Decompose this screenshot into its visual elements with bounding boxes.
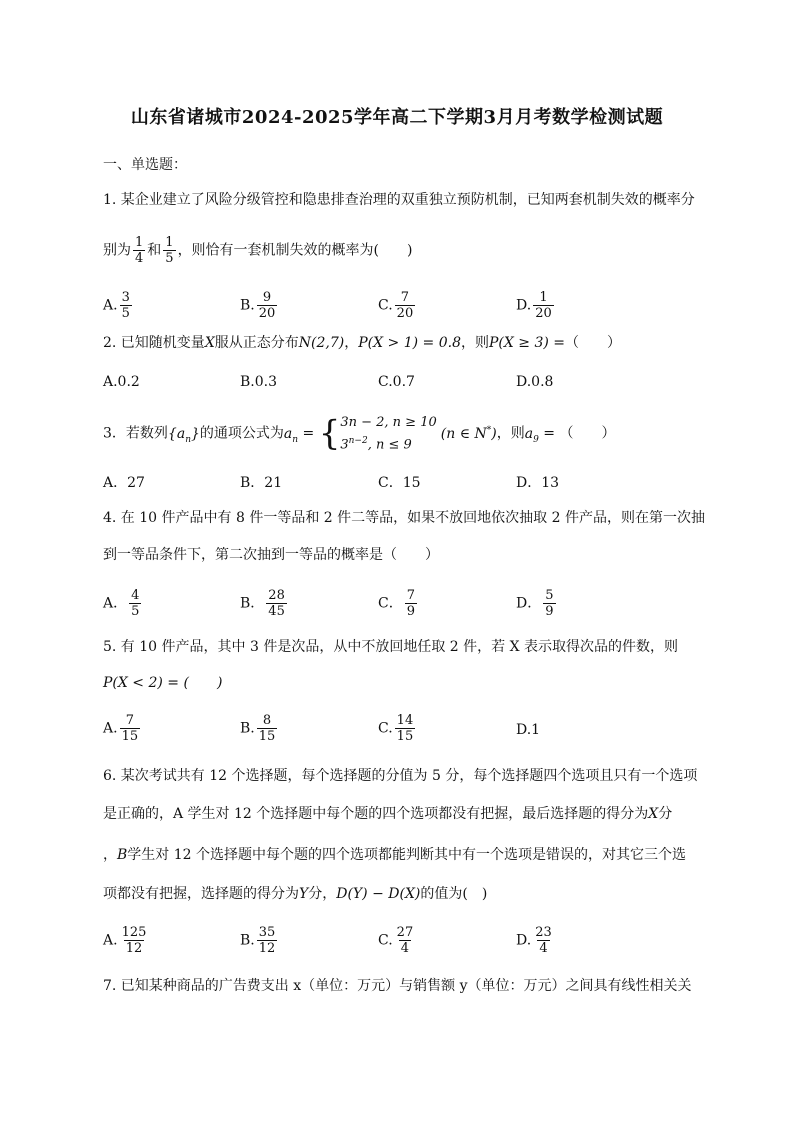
q2-text: 2. 已知随机变量 — [103, 335, 205, 351]
option-label: A. — [103, 720, 118, 737]
numerator: 1 — [135, 235, 144, 250]
option-fraction — [543, 588, 555, 619]
variable-y: Y — [299, 886, 309, 902]
q4-option-b — [240, 588, 289, 619]
subscript: n — [185, 434, 191, 445]
q2-text: 服从正态分布 — [214, 335, 299, 351]
question-6-line-2 — [103, 804, 672, 824]
case-row-1: 3n − 2, n ≥ 10 — [340, 414, 437, 430]
subscript: 9 — [533, 434, 539, 445]
numerator: 23 — [535, 925, 552, 940]
denominator: 15 — [396, 729, 414, 744]
option-fraction — [257, 713, 278, 744]
q1-option-a — [103, 290, 134, 321]
section-heading: 一、单选题： — [103, 157, 187, 173]
option-fraction — [405, 588, 417, 619]
general-term — [283, 425, 299, 445]
denominator: 5 — [131, 604, 140, 619]
q1-text-pre: 别为 — [103, 242, 131, 259]
option-fraction — [266, 588, 287, 619]
denominator: 45 — [268, 604, 285, 619]
option-label: C. — [378, 297, 393, 314]
denominator: 5 — [121, 306, 130, 321]
ninth-term — [524, 425, 539, 445]
option-fraction — [395, 713, 416, 744]
numerator: 4 — [131, 588, 140, 603]
subscript: n — [292, 434, 299, 445]
case-row-2 — [340, 432, 436, 454]
option-fraction — [395, 290, 416, 321]
q3-text: ，则 — [496, 425, 525, 442]
denominator: 20 — [535, 306, 552, 321]
q6-text: 学生对 12 个选择题中每个题的四个选项都能判断其中有一个选项是错误的，对其它三个选 — [127, 847, 687, 863]
q5-option-d: D.1 — [516, 722, 541, 738]
question-5-line-1: 5. 有 10 件产品，其中 3 件是次品，从中不放回地任取 2 件，若 X 表示取得次品的件数，则 — [103, 639, 679, 655]
numerator: 1 — [165, 235, 174, 250]
option-label: A. — [103, 932, 118, 949]
fraction-1-4 — [133, 235, 145, 266]
q3-text: 3．若数列 — [103, 425, 168, 442]
q1-text-mid: 和 — [147, 242, 162, 259]
numerator: 5 — [545, 588, 554, 603]
option-fraction — [257, 925, 278, 956]
q1-option-c — [378, 290, 417, 321]
numerator: 27 — [396, 925, 414, 940]
denominator: 4 — [539, 941, 548, 956]
q5-option-a — [103, 713, 142, 744]
sequence-close: } — [190, 425, 200, 442]
numerator: 125 — [121, 925, 147, 940]
option-label: B. — [240, 932, 255, 949]
q4-option-c — [378, 588, 419, 619]
q6-text: 的值为( ) — [420, 886, 488, 902]
q2-text: ，则 — [460, 335, 489, 351]
question-7-line-1: 7. 已知某种商品的广告费支出 x（单位：万元）与销售额 y（单位：万元）之间具有线性相关关 — [103, 978, 692, 994]
base: 3 — [340, 436, 349, 452]
exponent: n−2 — [348, 435, 368, 446]
variable-x: X — [204, 335, 215, 351]
question-6-line-1: 6. 某次考试共有 12 个选择题，每个选择题的分值为 5 分，每个选择题四个选项且只有一个选项 — [103, 768, 698, 784]
q6-text: 项都没有把握，选择题的得分为 — [103, 886, 299, 902]
q4-option-a — [103, 588, 143, 619]
superscript: * — [486, 425, 492, 435]
option-label: A． — [103, 595, 128, 612]
q6-text: 分， — [308, 886, 337, 902]
numerator: 7 — [406, 588, 415, 603]
option-label: B. — [240, 297, 255, 314]
variable-x: X — [648, 806, 659, 822]
q6-option-d — [516, 925, 556, 956]
answer-bracket: （ ） — [565, 335, 622, 351]
condition: , n ≤ 9 — [367, 436, 412, 452]
denominator: 20 — [396, 306, 414, 321]
denominator: 12 — [125, 941, 143, 956]
option-label: B. — [240, 720, 255, 737]
option-label: D. — [516, 297, 532, 314]
piecewise-cases — [340, 414, 436, 454]
denominator: 20 — [258, 306, 276, 321]
probability-expression: P(X > 1) = 0.8 — [358, 335, 461, 351]
q5-option-b — [240, 713, 279, 744]
option-label: B． — [240, 595, 265, 612]
equals-sign: = — [298, 425, 319, 442]
left-brace: { — [318, 413, 341, 454]
numerator: 8 — [262, 713, 272, 728]
option-fraction — [120, 290, 132, 321]
page-title: 山东省诸城市2024-2025学年高二下学期3月月考数学检测试题 — [130, 107, 664, 128]
q2-text: ， — [344, 335, 359, 351]
q3-option-c: C．15 — [378, 475, 421, 491]
option-fraction — [120, 925, 149, 956]
sequence-open: {a — [167, 425, 186, 442]
denominator: 5 — [165, 251, 174, 266]
denominator: 12 — [258, 941, 276, 956]
probability-expression: P(X ≥ 3) = — [488, 335, 566, 351]
denominator: 15 — [121, 729, 139, 744]
term-symbol: a — [283, 425, 293, 442]
option-fraction — [533, 290, 554, 321]
q3-option-d: D．13 — [516, 475, 560, 491]
q1-option-b — [240, 290, 279, 321]
question-1-line-2 — [103, 235, 413, 266]
numerator: 14 — [396, 713, 414, 728]
q1-text-post: ，则恰有一套机制失效的概率为( ) — [177, 242, 413, 259]
term-symbol: a — [524, 425, 534, 442]
option-fraction — [120, 713, 141, 744]
option-fraction — [129, 588, 141, 619]
question-4-line-2: 到一等品条件下，第二次抽到一等品的概率是（ ） — [103, 547, 439, 563]
numerator: 3 — [121, 290, 130, 305]
fraction-1-5 — [163, 235, 175, 266]
student-b: B — [117, 847, 128, 863]
q6-text: 是正确的，A 学生对 12 个选择题中每个题的四个选项都没有把握，最后选择题的得分为 — [103, 806, 649, 822]
answer-bracket: = （ ） — [538, 425, 616, 442]
numerator: 7 — [125, 713, 134, 728]
q2-option-c: C.0.7 — [378, 374, 415, 390]
option-fraction — [395, 925, 416, 956]
q3-option-b: B．21 — [240, 475, 283, 491]
numerator: 1 — [539, 290, 548, 305]
option-label: C. — [378, 720, 393, 737]
denominator: 9 — [406, 604, 415, 619]
numerator: 7 — [400, 290, 410, 305]
question-2 — [103, 333, 621, 353]
question-1-line-1: 1. 某企业建立了风险分级管控和隐患排查治理的双重独立预防机制，已知两套机制失效的概率分 — [103, 192, 695, 208]
denominator: 15 — [258, 729, 276, 744]
option-label: C. — [378, 932, 393, 949]
condition-close: ) — [491, 425, 497, 442]
q6-option-c — [378, 925, 417, 956]
variance-expression: D(Y) − D(X) — [336, 886, 421, 902]
q2-option-b: B.0.3 — [240, 374, 278, 390]
denominator: 9 — [545, 604, 554, 619]
q6-text: 分 — [658, 806, 673, 822]
q4-option-d — [516, 588, 558, 619]
denominator: 4 — [400, 941, 410, 956]
q6-option-b — [240, 925, 279, 956]
q6-option-a — [103, 925, 150, 956]
option-label: A. — [103, 297, 118, 314]
question-5-line-2: P(X < 2) = ( ) — [103, 675, 223, 691]
normal-distribution: N(2,7) — [298, 335, 345, 351]
option-label: D． — [516, 595, 542, 612]
q2-option-d: D.0.8 — [516, 374, 554, 390]
q6-text: ， — [103, 847, 117, 863]
option-fraction — [257, 290, 278, 321]
option-label: D. — [516, 932, 532, 949]
numerator: 35 — [258, 925, 276, 940]
question-6-line-3 — [103, 845, 686, 865]
question-3 — [103, 412, 615, 457]
q1-option-d — [516, 290, 556, 321]
numerator: 28 — [268, 588, 285, 603]
question-6-line-4 — [103, 884, 487, 904]
option-fraction — [533, 925, 554, 956]
denominator: 4 — [135, 251, 144, 266]
option-label: C． — [378, 595, 403, 612]
question-4-line-1: 4. 在 10 件产品中有 8 件一等品和 2 件二等品，如果不放回地依次抽取 2 件产品，则在第一次抽 — [103, 510, 705, 526]
domain-condition — [441, 426, 497, 442]
q3-option-a: A．27 — [103, 475, 145, 491]
q2-option-a: A.0.2 — [103, 374, 140, 390]
sequence-symbol — [167, 425, 200, 445]
q5-option-c — [378, 713, 417, 744]
numerator: 9 — [262, 290, 272, 305]
condition-open: (n ∈ N — [440, 425, 487, 442]
q3-text: 的通项公式为 — [199, 425, 284, 442]
